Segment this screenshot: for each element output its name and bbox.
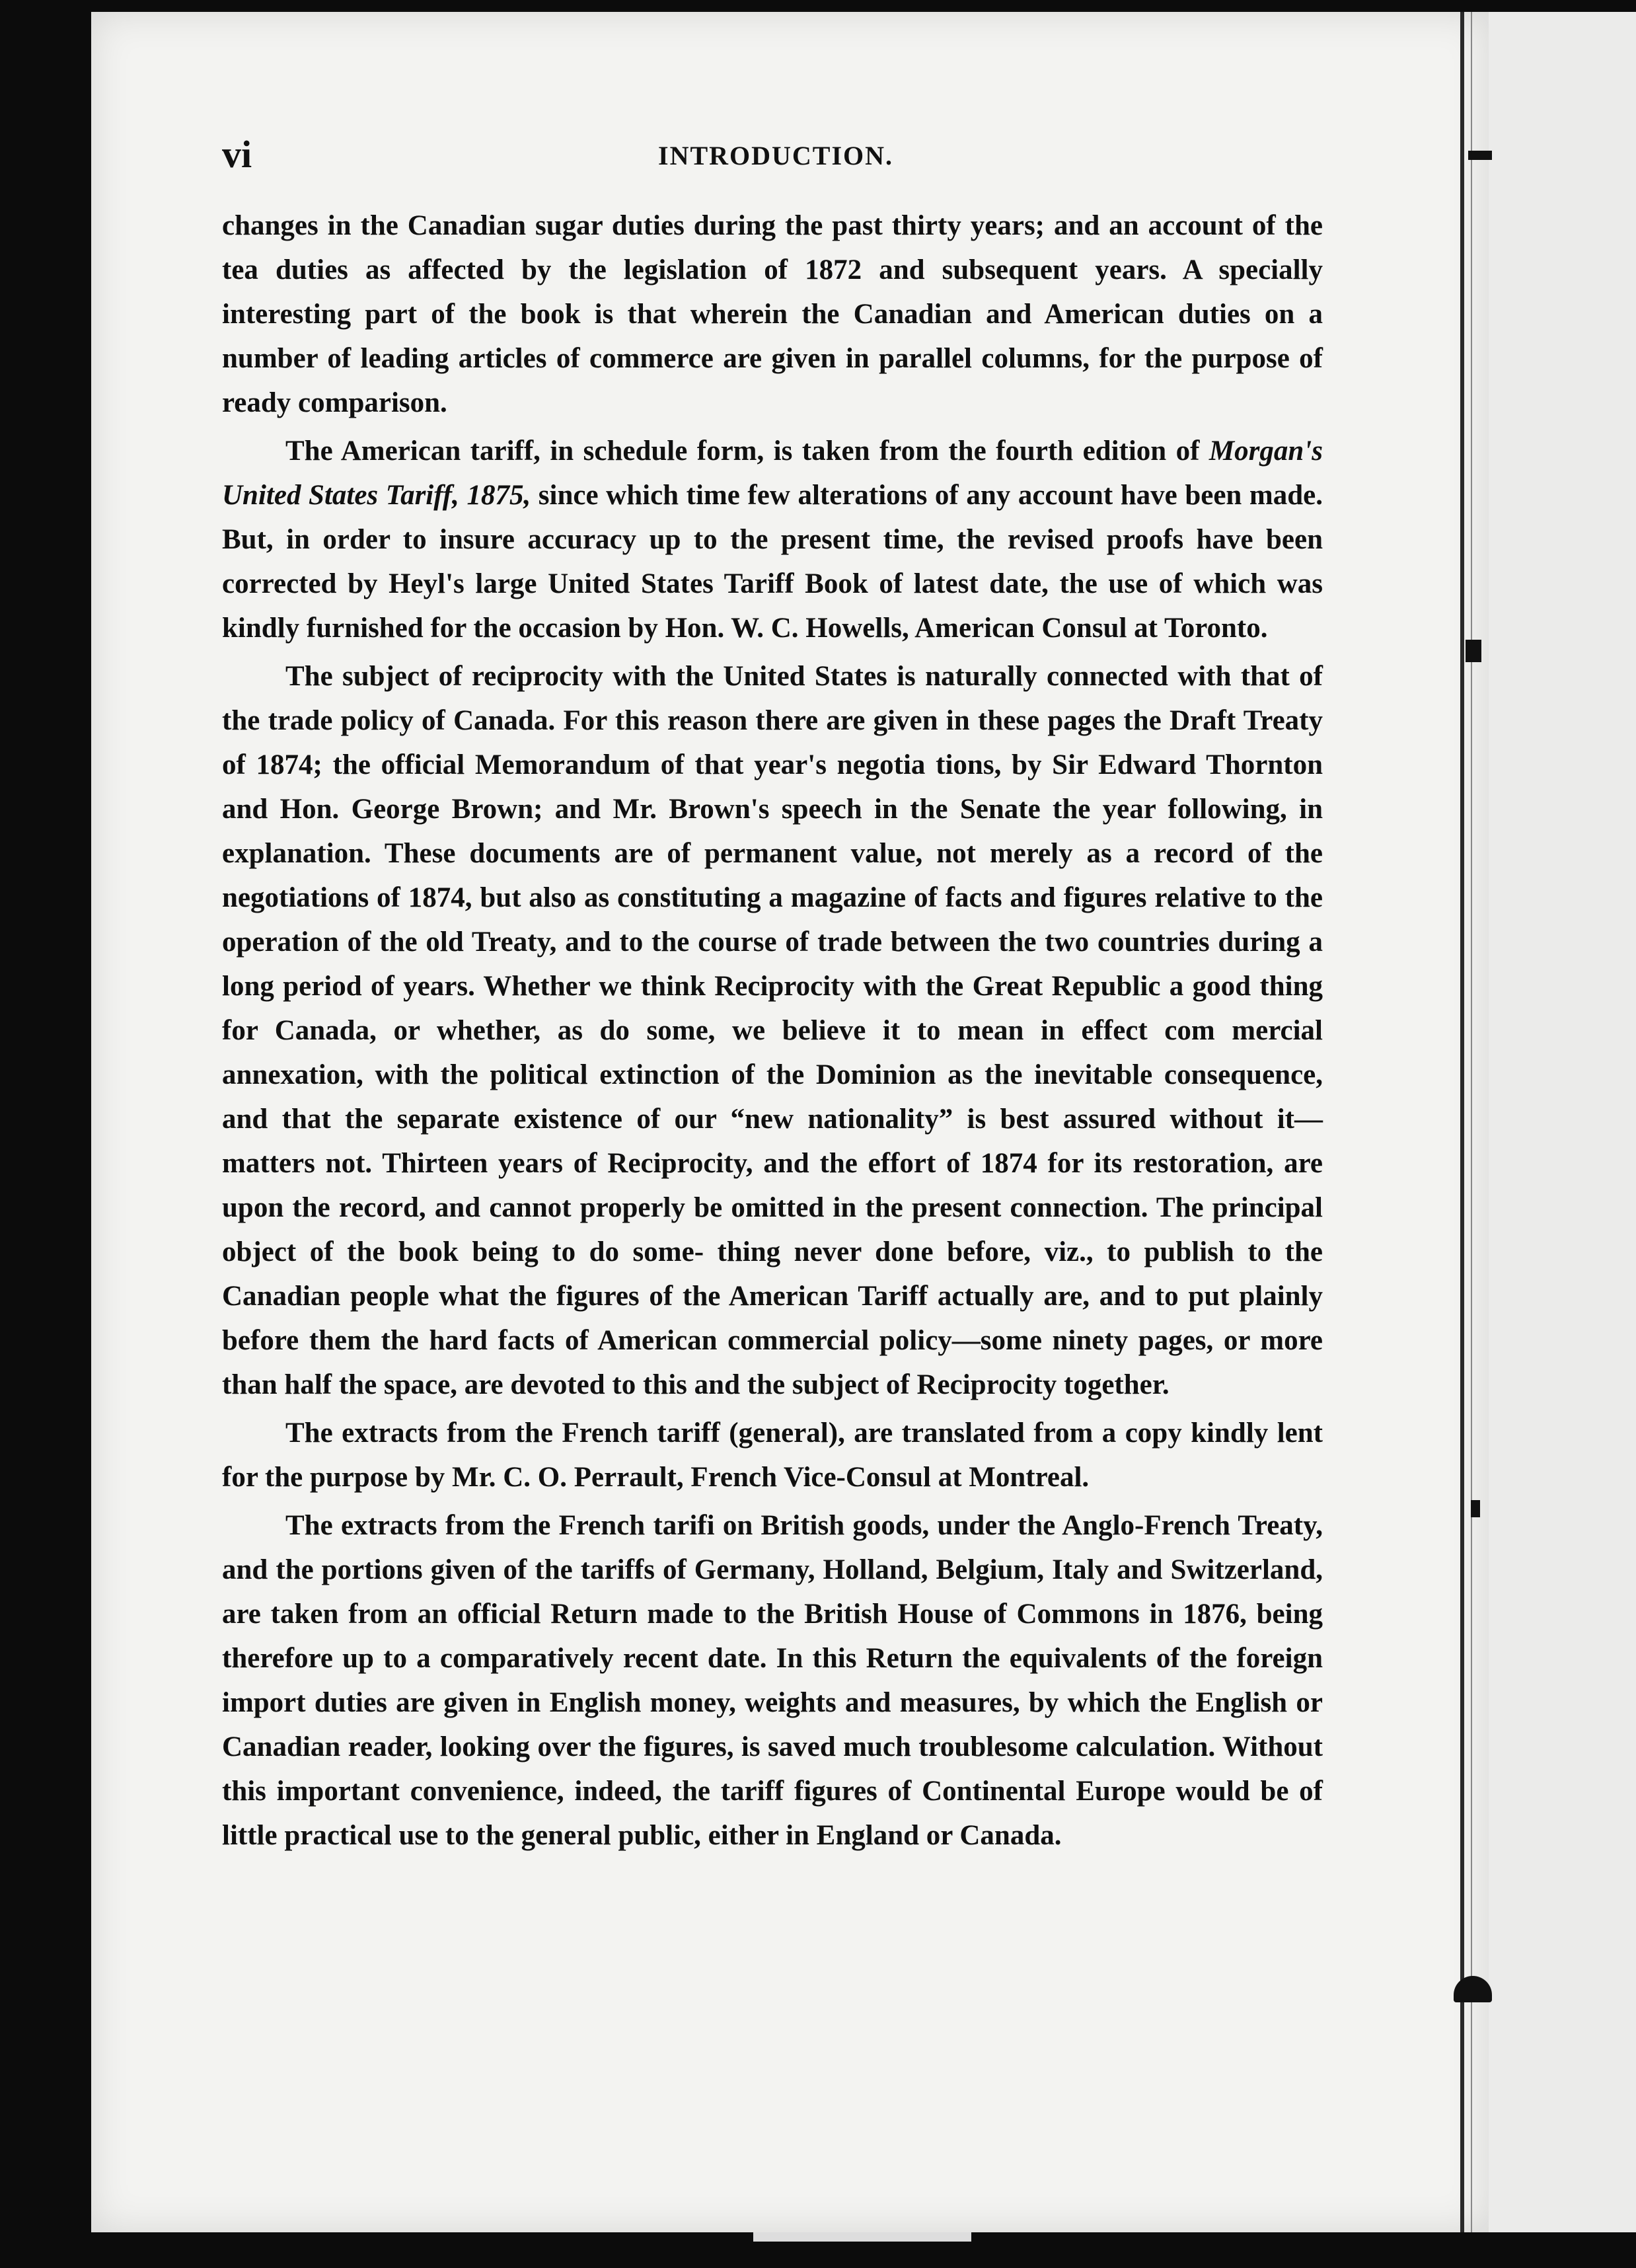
- page-fold-shadow: [1471, 12, 1472, 2232]
- paragraph-anglo-french-treaty: The extracts from the French tarifi on British goods, under the Anglo-French Treaty, and the portions given of the tariffs of Germany, Holland, Belgium, Italy and Switzerland, are taken from an official Return made to the British House of Commons in 1876, being therefore up to a comparatively recent date. In this Return the equivalents of the foreign import duties are given in English money, weights and measures, by which the English or Canadian reader, looking over the figures, is saved much troublesome calculation. Without this important convenience, indeed, the tariff figures of Continental Europe would be of little practical use to the general public, either in England or Canada.: [222, 1510, 1323, 1851]
- fold-mark: [1466, 640, 1481, 662]
- paragraph-sugar-tea-duties: changes in the Canadian sugar duties during the past thirty years; and an account of the tea duties as affected by the legislation of 1872 and subsequent years. A specially interesting part of the book is that wherein the Canadian and American duties on a number of leading articles of commerce are given in parallel columns, for the purpose of ready comparison.: [222, 210, 1323, 418]
- paragraph-american-tariff-rest: since which time few alterations of any account have been made. But, in order to insure accuracy up to the present time, the revised proofs have been corrected by Heyl's large United States Tariff Book of latest date, the use of which was kindly furnished for the occasion by Hon. W. C. Howells, American Consul at Toronto.: [222, 480, 1323, 644]
- book-title-citation: Morgan's United States Tariff, 1875,: [222, 435, 1323, 511]
- facing-page-strip: [1489, 12, 1636, 2232]
- fold-mark: [1471, 1500, 1480, 1517]
- paragraph-american-tariff: [222, 429, 1323, 650]
- page-header: [222, 132, 1345, 176]
- running-title: INTRODUCTION.: [658, 141, 894, 170]
- bottom-page-edge: [753, 2232, 971, 2242]
- page-fold-line: [1460, 12, 1464, 2232]
- paragraph-french-tariff: The extracts from the French tariff (general), are translated from a copy kindly lent for the purpose by Mr. C. O. Perrault, French Vice-Consul at Montreal.: [222, 1418, 1323, 1493]
- fold-mark: [1468, 151, 1492, 160]
- paragraph-reciprocity: The subject of reciprocity with the United States is naturally connected with that of the trade policy of Canada. For this reason there are given in these pages the Draft Treaty of 1874; the official Memorandum of that year's negotia tions, by Sir Edward Thornton and Hon. George Brown; and Mr. Brown's speech in the Senate the year following, in explanation. These documents are of permanent value, not merely as a record of the negotiations of 1874, but also as constituting a magazine of facts and figures relative to the operation of the old Treaty, and to the course of trade between the two countries during a long period of years. Whether we think Reciprocity with the Great Republic a good thing for Canada, or whether, as do some, we believe it to mean in effect com mercial annexation, with the political extinction of the Dominion as the inevitable consequence, and that the separate existence of our “new nationality” is best assured without it—matters not. Thirteen years of Reciprocity, and the effort of 1874 for its restoration, are upon the record, and cannot properly be omitted in the present connection. The principal object of the book being to do some- thing never done before, viz., to publish to the Canadian people what the figures of the American Tariff actually are, and to put plainly before them the hard facts of American commercial policy—some ninety pages, or more than half the space, are devoted to this and the subject of Reciprocity together.: [222, 661, 1323, 1400]
- body-text: [222, 204, 1323, 1862]
- paragraph-american-tariff-lead: The American tariff, in schedule form, is taken from the fourth edition of: [285, 435, 1209, 467]
- page-number: vi: [222, 133, 252, 176]
